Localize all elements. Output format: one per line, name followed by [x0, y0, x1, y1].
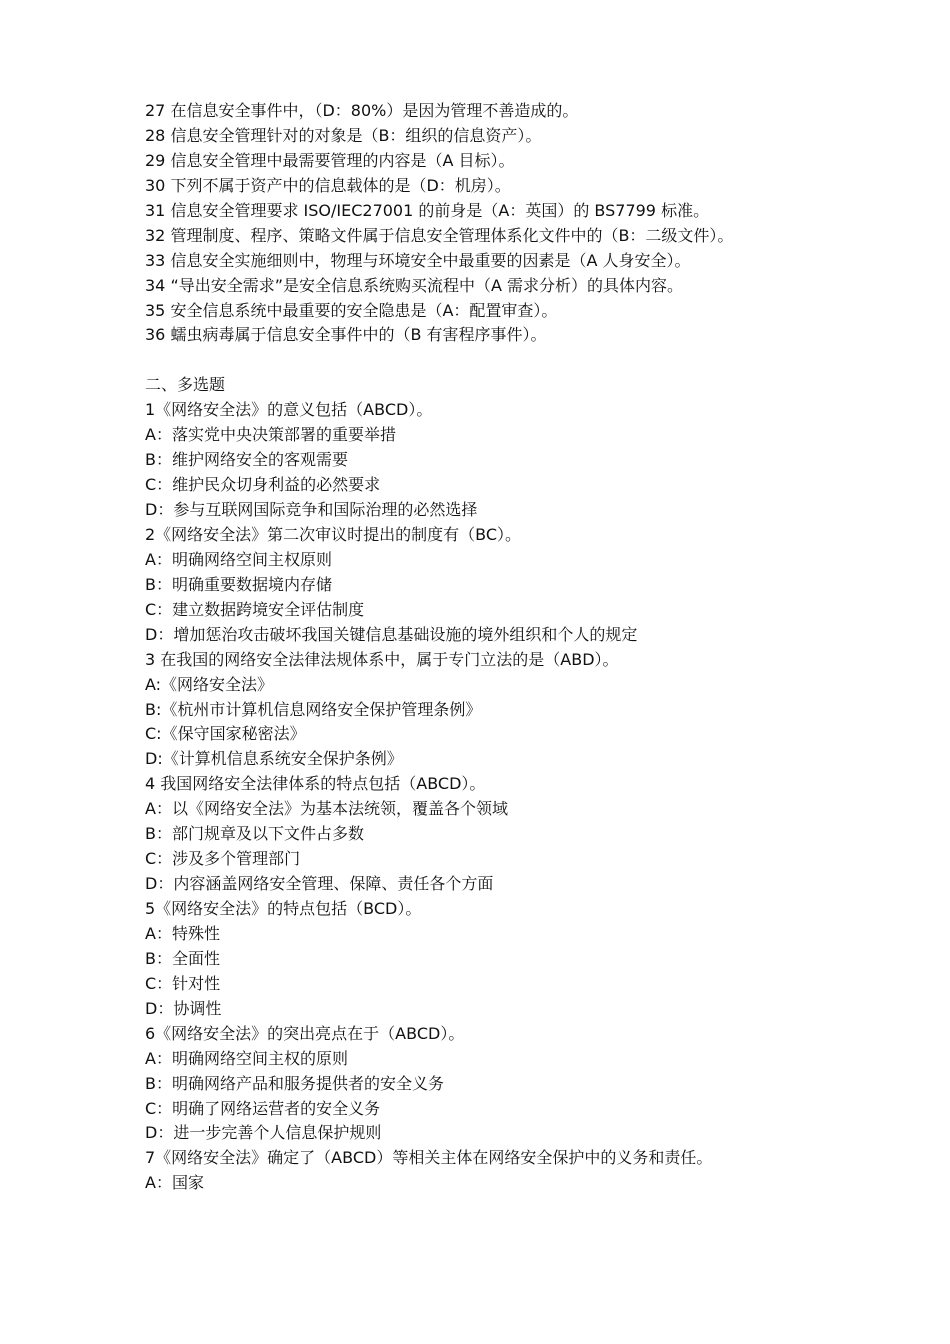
option-line: C：建立数据跨境安全评估制度	[145, 599, 365, 619]
document-body	[145, 99, 865, 1196]
option-line: D：增加惩治攻击破坏我国关键信息基础设施的境外组织和个人的规定	[145, 624, 638, 644]
option-line: A：特殊性	[145, 923, 220, 943]
option-line: A：以《网络安全法》为基本法统领，覆盖各个领域	[145, 799, 508, 819]
multi-question-2: 2《网络安全法》第二次审议时提出的制度有（BC）。	[145, 524, 522, 544]
question-30: 30 下列不属于资产中的信息载体的是（D：机房）。	[145, 175, 511, 195]
option-line: D：进一步完善个人信息保护规则	[145, 1123, 382, 1143]
option-line: A：明确网络空间主权原则	[145, 549, 332, 569]
question-29: 29 信息安全管理中最需要管理的内容是（A 目标）。	[145, 150, 515, 170]
option-line: C：明确了网络运营者的安全义务	[145, 1098, 381, 1118]
question-31: 31 信息安全管理要求 ISO/IEC27001 的前身是（A：英国）的 BS7799 标准。	[145, 200, 710, 220]
option-line: C：针对性	[145, 973, 221, 993]
option-line: C：维护民众切身利益的必然要求	[145, 475, 381, 495]
option-line: B：维护网络安全的客观需要	[145, 450, 348, 470]
option-line: C：涉及多个管理部门	[145, 849, 301, 869]
question-32: 32 管理制度、程序、策略文件属于信息安全管理体系化文件中的（B：二级文件）。	[145, 225, 734, 245]
question-33: 33 信息安全实施细则中，物理与环境安全中最重要的因素是（A 人身安全）。	[145, 250, 691, 270]
question-28: 28 信息安全管理针对的对象是（B：组织的信息资产）。	[145, 125, 542, 145]
option-line: B：明确重要数据境内存储	[145, 574, 332, 594]
option-line: B：明确网络产品和服务提供者的安全义务	[145, 1073, 444, 1093]
option-line: A：国家	[145, 1173, 204, 1193]
question-34: 34 “导出安全需求”是安全信息系统购买流程中（A 需求分析）的具体内容。	[145, 275, 684, 295]
option-line: D:《计算机信息系统安全保护条例》	[145, 749, 403, 769]
multi-question-4: 4 我国网络安全法律体系的特点包括（ABCD）。	[145, 774, 486, 794]
option-line: B:《杭州市计算机信息网络安全保护管理条例》	[145, 699, 482, 719]
option-line: D：协调性	[145, 998, 222, 1018]
blank-line	[145, 348, 865, 373]
question-35: 35 安全信息系统中最重要的安全隐患是（A：配置审查）。	[145, 300, 558, 320]
option-line: A:《网络安全法》	[145, 674, 274, 694]
option-line: A：落实党中央决策部署的重要举措	[145, 425, 396, 445]
section-title: 二、多选题	[145, 375, 226, 395]
multi-question-6: 6《网络安全法》的突出亮点在于（ABCD）。	[145, 1023, 465, 1043]
multi-question-1: 1《网络安全法》的意义包括（ABCD）。	[145, 400, 433, 420]
multi-question-7: 7《网络安全法》确定了（ABCD）等相关主体在网络安全保护中的义务和责任。	[145, 1148, 713, 1168]
question-27: 27 在信息安全事件中，（D：80%）是因为管理不善造成的。	[145, 101, 579, 120]
question-36: 36 蠕虫病毒属于信息安全事件中的（B 有害程序事件）。	[145, 325, 547, 345]
option-line: D：参与互联网国际竞争和国际治理的必然选择	[145, 500, 478, 519]
option-line: B：部门规章及以下文件占多数	[145, 824, 364, 844]
option-line: C:《保守国家秘密法》	[145, 724, 306, 744]
option-line: A：明确网络空间主权的原则	[145, 1048, 348, 1068]
option-line: B：全面性	[145, 948, 220, 968]
multi-question-3: 3 在我国的网络安全法律法规体系中，属于专门立法的是（ABD）。	[145, 649, 619, 669]
multi-question-5: 5《网络安全法》的特点包括（BCD）。	[145, 899, 422, 918]
option-line: D：内容涵盖网络安全管理、保障、责任各个方面	[145, 874, 494, 894]
